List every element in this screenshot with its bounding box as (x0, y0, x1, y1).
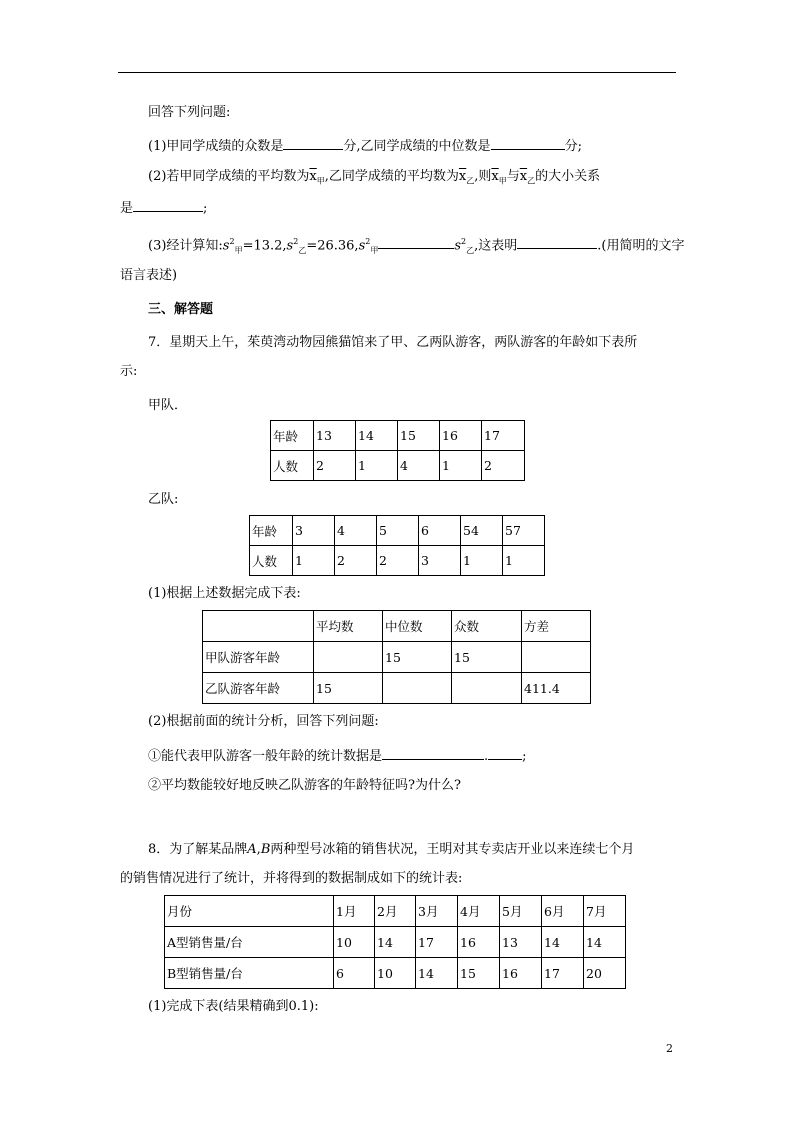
answer-blank[interactable] (491, 135, 565, 150)
section-heading: 三、解答题 (148, 302, 214, 317)
table-row: 月份 1月 2月 3月 4月 5月 6月 7月 (165, 896, 626, 927)
answer-blank[interactable] (382, 745, 484, 760)
table-row: 平均数 中位数 众数 方差 (203, 611, 591, 642)
table-row: 甲队游客年龄 15 15 (203, 642, 591, 673)
question-7-2b: ②平均数能较好地反映乙队游客的年龄特征吗?为什么? (148, 778, 461, 793)
question-8-1: (1)完成下表(结果精确到0.1): (148, 999, 319, 1014)
table-row: 人数 1 2 2 3 1 1 (250, 546, 545, 576)
question-8-cont: 的销售情况进行了统计，并将得到的数据制成如下的统计表: (120, 871, 463, 886)
intro-text: 回答下列问题: (148, 105, 231, 120)
question-7-1: (1)根据上述数据完成下表: (148, 586, 301, 601)
answer-blank[interactable] (378, 234, 454, 249)
team-a-table (270, 420, 525, 481)
table-row: 年龄 3 4 5 6 54 57 (250, 516, 545, 546)
sales-table (164, 895, 626, 989)
table-row: 人数 2 1 4 1 2 (271, 451, 525, 481)
team-b-table (249, 515, 545, 576)
team-b-label: 乙队: (148, 492, 179, 507)
table-row: B型销售量/台 6 10 14 15 16 17 20 (165, 958, 626, 989)
table-row: 乙队游客年龄 15 411.4 (203, 673, 591, 704)
question-3: (3)经计算知$:s^2_甲=13.2,s^2_乙=26.36,s^2_甲$ $s^2_乙$,这表明 .(用简明的文字 (148, 232, 684, 261)
page-number: 2 (666, 1042, 673, 1055)
table-row: 年龄 13 14 15 16 17 (271, 421, 525, 451)
answer-blank[interactable] (488, 745, 522, 760)
question-2-cont: 是 ; (120, 197, 207, 219)
stats-table (202, 610, 591, 704)
team-a-label: 甲队． (148, 398, 188, 413)
question-7-cont: 示: (120, 364, 138, 379)
answer-blank[interactable] (283, 135, 343, 150)
question-7: 7．星期天上午，茱萸湾动物园熊猫馆来了甲、乙两队游客，两队游客的年龄如下表所 (148, 335, 638, 350)
question-7-2a: ①能代表甲队游客一般年龄的统计数据是 . ; (148, 745, 527, 767)
question-3-cont: 语言表述) (120, 268, 178, 283)
question-7-2: (2)根据前面的统计分析，回答下列问题: (148, 714, 379, 729)
header-rule (118, 72, 676, 73)
question-8: 8．为了解某品牌A,B两种型号冰箱的销售状况，王明对其专卖店开业以来连续七个月 (148, 842, 635, 857)
answer-blank[interactable] (133, 197, 203, 212)
answer-blank[interactable] (517, 234, 597, 249)
table-row: A型销售量/台 10 14 17 16 13 14 14 (165, 927, 626, 958)
question-1: (1)甲同学成绩的众数是 分,乙同学成绩的中位数是 分; (148, 135, 582, 157)
question-2: (2)若甲同学成绩的平均数为$\overline{x}_甲$,乙同学成绩的平均数为$\overline{x}_乙$,则$\overline{x}_甲$与$\overline{x}_乙$的大小关系 (148, 169, 601, 186)
